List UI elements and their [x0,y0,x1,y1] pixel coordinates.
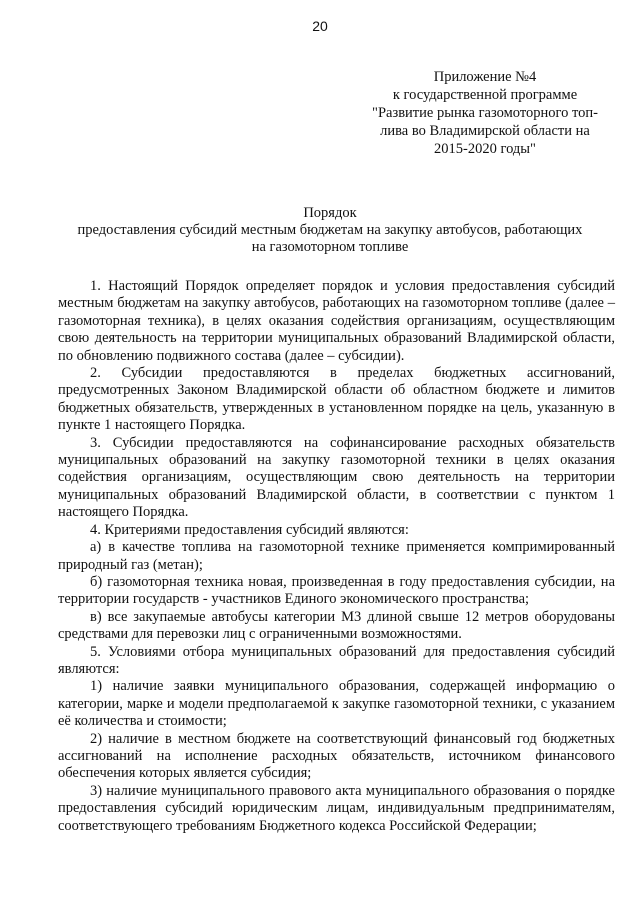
document-subtitle-line: предоставления субсидий местным бюджетам на закупку автобусов, работающих [77,222,583,238]
criterion-b: б) газомоторная техника новая, произведенная в году предоставления субсидии, на территории государств - участников Единого экономического пространства; [58,573,615,608]
document-body [58,278,615,835]
appendix-line: Приложение №4 [433,69,537,85]
document-subtitle-line: на газомоторном топливе [251,239,409,255]
appendix-line: лива во Владимирской области на [380,123,590,139]
document-title-block [40,205,620,256]
appendix-block [360,68,610,158]
document-heading: Порядок [303,205,357,221]
condition-3: 3) наличие муниципального правового акта муниципального образования о порядке предоставления субсидий юридическим лицам, индивидуальным предпринимателям, соответствующего требованиям Бюджетного кодекса Российской Федерации; [58,782,615,834]
paragraph-4: 4. Критериями предоставления субсидий являются: [90,521,409,538]
paragraph-1: 1. Настоящий Порядок определяет порядок и условия предоставления субсидий местным бюджетам на закупку автобусов, работающих на газомоторном топливе (далее – газомоторная техника), в целях оказания содействия организациям, осуществляющим свою деятельность на территории муниципальных образований Владимирской области, по обновлению подвижного состава (далее – субсидии). [58,278,615,364]
page-number: 20 [312,18,328,34]
paragraph-5: 5. Условиями отбора муниципальных образований для предоставления субсидий являются: [58,643,615,677]
condition-1: 1) наличие заявки муниципального образования, содержащей информацию о категории, марке и модели предполагаемой к закупке газомоторной техники, с указанием её количества и стоимости; [58,678,615,730]
criterion-a: а) в качестве топлива на газомоторной технике применяется компримированный природный газ (метан); [58,539,615,573]
appendix-line: к государственной программе [392,87,578,103]
paragraph-2: 2. Субсидии предоставляются в пределах бюджетных ассигнований, предусмотренных Законом Владимирской области об областном бюджете и лимитов бюджетных обязательств, утвержденных в установленном порядке на цель, указанную в пункте 1 настоящего Порядка. [58,365,615,434]
paragraph-3: 3. Субсидии предоставляются на софинансирование расходных обязательств муниципальных образований на закупку газомоторной техники в целях оказания содействия организациям, осуществляющим свою деятельность на территории муниципальных образований Владимирской области, в соответствии с пунктом 1 настоящего Порядка. [58,434,615,521]
appendix-line: "Развитие рынка газомоторного топ- [372,105,598,121]
condition-2: 2) наличие в местном бюджете на соответствующий финансовый год бюджетных ассигнований на исполнение расходных обязательств, источником финансового обеспечения которых является субсидия; [58,730,615,782]
appendix-line: 2015-2020 годы" [434,141,536,157]
criterion-v: в) все закупаемые автобусы категории М3 длиной свыше 12 метров оборудованы средствами для перевозки лиц с ограниченными возможностями. [58,608,615,643]
